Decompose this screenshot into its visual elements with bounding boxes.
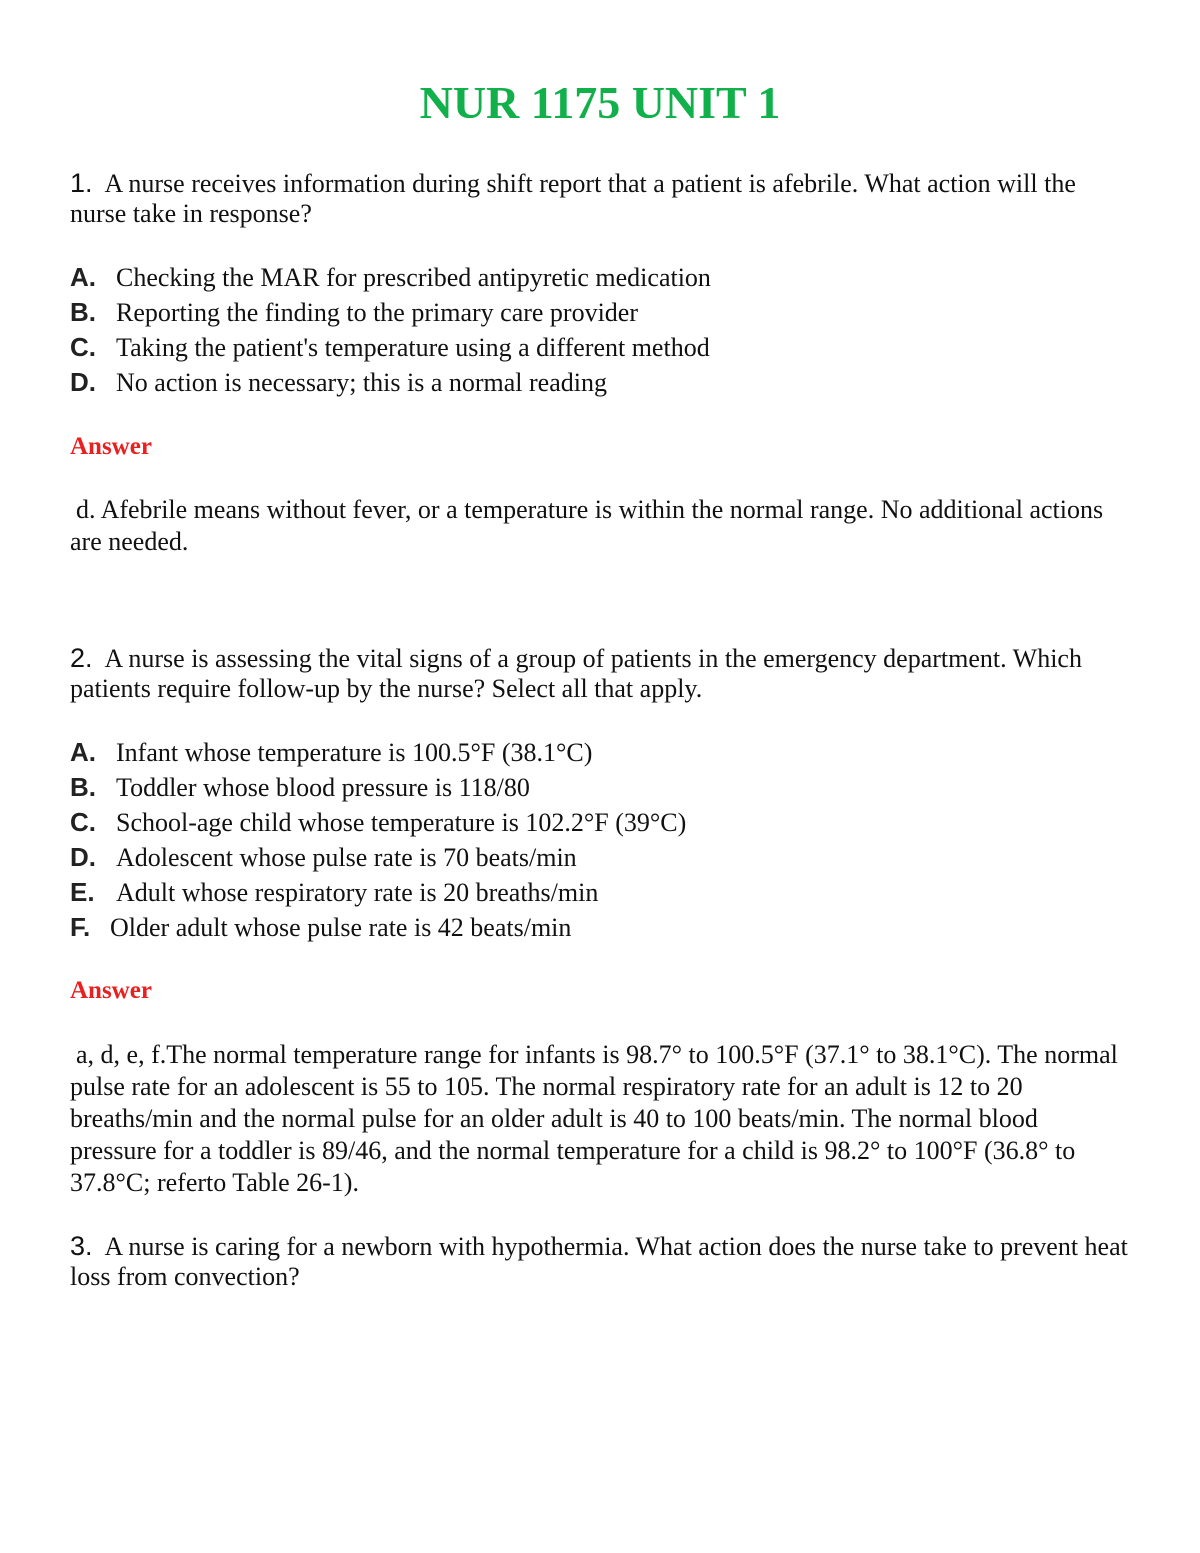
option-d [70, 840, 1130, 875]
option-letter: A. [70, 737, 96, 767]
question-2-options [70, 735, 1130, 945]
question-text: A nurse is caring for a newborn with hypothermia. What action does the nurse take to prevent heat loss from convection? [70, 1232, 1128, 1291]
option-text: Infant whose temperature is 100.5°F (38.1°C) [116, 738, 593, 767]
question-1-options [70, 260, 1130, 400]
option-a [70, 260, 1130, 295]
option-c [70, 330, 1130, 365]
option-text: Checking the MAR for prescribed antipyretic medication [116, 263, 711, 292]
option-text: Older adult whose pulse rate is 42 beats/min [110, 913, 572, 942]
question-2 [70, 643, 1130, 704]
option-letter: C. [70, 332, 96, 362]
option-text: No action is necessary; this is a normal reading [116, 368, 607, 397]
answer-label: Answer [70, 977, 152, 1004]
option-letter: A. [70, 262, 96, 292]
question-3 [70, 1231, 1130, 1292]
option-text: School-age child whose temperature is 102.2°F (39°C) [116, 808, 687, 837]
option-text: Adult whose respiratory rate is 20 breaths/min [116, 878, 599, 907]
option-letter: D. [70, 367, 96, 397]
option-f [70, 910, 1130, 945]
option-text: Taking the patient's temperature using a different method [116, 333, 710, 362]
question-number: 1. [70, 168, 93, 198]
question-number: 2. [70, 643, 93, 673]
option-letter: B. [70, 772, 96, 802]
option-a [70, 735, 1130, 770]
option-d [70, 365, 1130, 400]
option-letter: C. [70, 807, 96, 837]
option-text: Reporting the finding to the primary care provider [116, 298, 639, 327]
option-b [70, 295, 1130, 330]
option-letter: F. [70, 912, 91, 942]
option-letter: B. [70, 297, 96, 327]
question-text: A nurse receives information during shift report that a patient is afebrile. What action will the nurse take in response? [70, 169, 1076, 228]
option-text: Adolescent whose pulse rate is 70 beats/min [116, 843, 577, 872]
question-text: A nurse is assessing the vital signs of a group of patients in the emergency department. Which patients require follow-up by the nurse? Select all that apply. [70, 644, 1082, 703]
answer-explanation: d. Afebrile means without fever, or a temperature is within the normal range. No additional actions are needed. [70, 495, 1104, 556]
document-title: NUR 1175 UNIT 1 [419, 77, 781, 128]
option-letter: D. [70, 842, 96, 872]
option-text: Toddler whose blood pressure is 118/80 [116, 773, 530, 802]
answer-explanation: a, d, e, f.The normal temperature range for infants is 98.7° to 100.5°F (37.1° to 38.1°C). The normal pulse rate for an adolescent is 55 to 105. The normal respiratory rate for an adult is 12 to 20 breaths/min and the normal pulse for an older adult is 40 to 100 beats/min. The normal blood pressure for a toddler is 89/46, and the normal temperature for a child is 98.2° to 100°F (36.8° to 37.8°C; referto Table 26-1). [70, 1040, 1118, 1197]
answer-label: Answer [70, 433, 152, 460]
question-number: 3. [70, 1231, 93, 1261]
question-1 [70, 168, 1130, 229]
option-c [70, 805, 1130, 840]
option-b [70, 770, 1130, 805]
option-e [70, 875, 1130, 910]
option-letter: E. [70, 877, 95, 907]
